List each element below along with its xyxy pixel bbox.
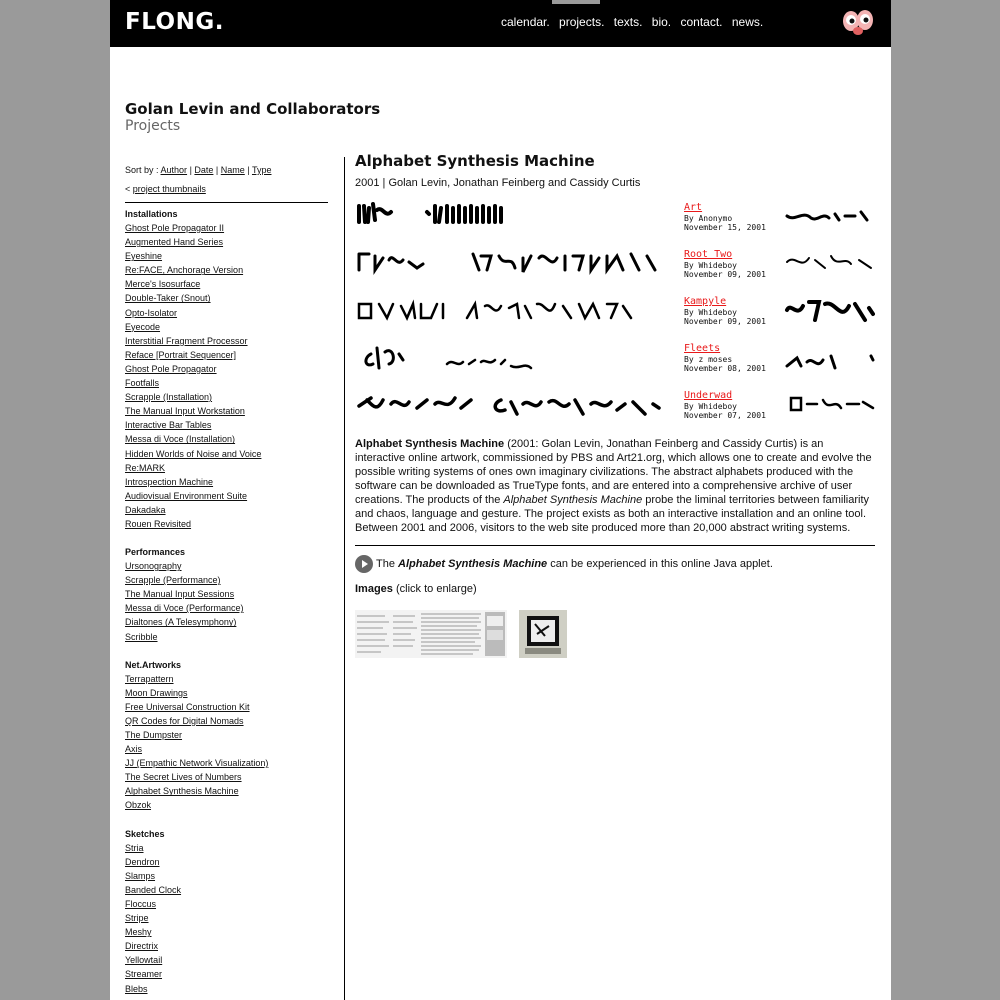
- project-title-link[interactable]: Alphabet Synthesis Machine: [355, 438, 505, 450]
- image-thumbnails: [355, 610, 875, 658]
- alphabet-name-link[interactable]: Underwad: [684, 390, 733, 401]
- project-link[interactable]: The Secret Lives of Numbers: [125, 772, 242, 783]
- images-label: Images: [355, 583, 393, 595]
- project-link[interactable]: Stria: [125, 842, 144, 853]
- alphabet-name-link[interactable]: Root Two: [684, 249, 733, 260]
- project-link[interactable]: Eyecode: [125, 321, 161, 332]
- alphabet-date: November 07, 2001: [684, 411, 766, 420]
- project-link[interactable]: Alphabet Synthesis Machine: [125, 786, 239, 797]
- project-link[interactable]: Ursonography: [125, 561, 182, 572]
- project-link[interactable]: Interstitial Fragment Processor: [125, 335, 248, 346]
- project-link[interactable]: Hidden Worlds of Noise and Voice: [125, 448, 262, 459]
- project-link[interactable]: Yellowtail: [125, 955, 163, 966]
- project-link[interactable]: Directrix: [125, 941, 158, 952]
- alphabet-entry: [684, 296, 766, 326]
- alphabet-name-link[interactable]: Kampyle: [684, 296, 727, 307]
- alphabet-entry: [684, 202, 766, 232]
- person-link-golan[interactable]: Golan Levin: [541, 438, 601, 450]
- alphabet-samples: [355, 198, 875, 433]
- section-heading: Performances: [125, 547, 186, 558]
- alphabet-entry: [684, 249, 766, 279]
- images-heading: [355, 582, 875, 596]
- applet-project-link[interactable]: Alphabet Synthesis Machine: [398, 558, 548, 570]
- project-link[interactable]: Banded Clock: [125, 884, 182, 895]
- project-link[interactable]: Messa di Voce (Installation): [125, 434, 236, 445]
- section-divider: [355, 545, 875, 546]
- project-link[interactable]: Dendron: [125, 856, 160, 867]
- person-link-jonathan[interactable]: Jonathan Feinberg: [606, 438, 699, 450]
- page-container: [110, 0, 891, 1000]
- java-applet-link[interactable]: this online Java applet: [660, 558, 770, 570]
- project-link[interactable]: Re:MARK: [125, 462, 166, 473]
- alphabet-entry: [684, 390, 766, 420]
- images-hint: (click to enlarge): [395, 583, 477, 595]
- eyes-icon[interactable]: [842, 9, 874, 37]
- nav-texts[interactable]: texts.: [613, 15, 643, 29]
- project-link[interactable]: Dakadaka: [125, 504, 166, 515]
- nav-news[interactable]: news.: [731, 15, 764, 29]
- project-link[interactable]: Double-Taker (Snout): [125, 293, 211, 304]
- desc-italic: Alphabet Synthesis Machine: [503, 494, 643, 506]
- top-bar: [110, 0, 891, 47]
- project-link[interactable]: The Manual Input Sessions: [125, 589, 235, 600]
- page-subtitle: Projects: [125, 118, 181, 134]
- project-link[interactable]: QR Codes for Digital Nomads: [125, 715, 244, 726]
- thumbnails-row: [125, 184, 328, 203]
- project-meta: 2001 | Golan Levin, Jonathan Feinberg and Cassidy Curtis: [355, 177, 641, 189]
- section-gap: [125, 813, 328, 827]
- screenshot-thumbnail[interactable]: [355, 610, 507, 658]
- project-link[interactable]: JJ (Empathic Network Visualization): [125, 758, 269, 769]
- project-link[interactable]: Axis: [125, 744, 143, 755]
- sort-controls: Sort by : Author | Date | Name | Type: [125, 165, 272, 175]
- project-link[interactable]: Merce's Isosurface: [125, 279, 201, 290]
- screenshot-preview-icon: [355, 610, 507, 658]
- project-link[interactable]: Eyeshine: [125, 251, 163, 262]
- project-link[interactable]: Floccus: [125, 898, 157, 909]
- project-link[interactable]: Re:FACE, Anchorage Version: [125, 265, 244, 276]
- project-link[interactable]: Audiovisual Environment Suite: [125, 490, 248, 501]
- desc-and: and: [701, 438, 720, 450]
- project-thumbnails-link[interactable]: project thumbnails: [132, 184, 206, 194]
- project-sidebar: [125, 165, 328, 996]
- project-link[interactable]: Reface [Portrait Sequencer]: [125, 349, 237, 360]
- nav-bio[interactable]: bio.: [651, 15, 672, 29]
- page-title: Golan Levin and Collaborators: [125, 100, 381, 118]
- desc-year: (2001:: [507, 438, 539, 450]
- desc-text-2: probe the liminal territories between familiarity and chaos, language and gesture. The project exists as both an interactive installation and an online tool. Between 2001 and 2006, visitors to the web site produced more than 20,000 abstract writing systems.: [355, 494, 870, 534]
- alphabet-date: November 09, 2001: [684, 317, 766, 326]
- alphabet-name-link[interactable]: Art: [684, 202, 703, 213]
- desc-comma: ,: [600, 438, 604, 450]
- alphabet-date: November 15, 2001: [684, 223, 766, 232]
- alphabet-author: By z moses: [684, 355, 733, 364]
- sort-date-link[interactable]: Date: [194, 165, 214, 175]
- sort-name-link[interactable]: Name: [220, 165, 245, 175]
- alphabet-name-link[interactable]: Fleets: [684, 343, 721, 354]
- project-link[interactable]: Rouen Revisited: [125, 518, 192, 529]
- section-gap: [125, 644, 328, 658]
- project-link[interactable]: Scribble: [125, 631, 158, 642]
- applet-text: [376, 557, 773, 571]
- project-link[interactable]: Interactive Bar Tables: [125, 420, 212, 431]
- project-link[interactable]: Opto-Isolator: [125, 307, 178, 318]
- project-link[interactable]: Dialtones (A Telesymphony): [125, 617, 237, 628]
- applet-pre: The: [376, 558, 395, 570]
- project-link[interactable]: Augmented Hand Series: [125, 237, 224, 248]
- glyph-samples-image: [355, 198, 875, 433]
- installation-preview-icon: [519, 610, 567, 658]
- alphabet-entry: [684, 343, 766, 373]
- project-description: [355, 437, 875, 535]
- project-link[interactable]: Ghost Pole Propagator: [125, 363, 217, 374]
- project-link[interactable]: Introspection Machine: [125, 476, 214, 487]
- alphabet-date: November 09, 2001: [684, 270, 766, 279]
- nav-contact[interactable]: contact.: [680, 15, 723, 29]
- project-link[interactable]: Ghost Pole Propagator II: [125, 223, 225, 233]
- sort-label: Sort by :: [125, 165, 159, 175]
- project-link[interactable]: Blebs: [125, 983, 148, 994]
- applet-end: .: [769, 558, 773, 570]
- project-link[interactable]: Scrapple (Performance): [125, 575, 221, 586]
- project-link[interactable]: Footfalls: [125, 378, 160, 389]
- alphabet-date: November 08, 2001: [684, 364, 766, 373]
- back-arrow: <: [125, 184, 131, 194]
- main-nav: [501, 15, 769, 29]
- person-link-cassidy[interactable]: Cassidy Curtis: [722, 438, 794, 450]
- applet-mid: can be experienced in: [550, 558, 658, 570]
- play-icon[interactable]: [355, 555, 373, 573]
- column-divider: [344, 157, 345, 1000]
- nav-calendar[interactable]: calendar.: [501, 15, 550, 29]
- project-link[interactable]: Obzok: [125, 800, 152, 811]
- top-tab-nub: [552, 0, 600, 4]
- sort-type-link[interactable]: Type: [251, 165, 272, 175]
- project-link[interactable]: Free Universal Construction Kit: [125, 701, 250, 712]
- desc-text-1: ) is an interactive online artwork, commissioned by PBS and Art21.org, which allows one to create and evolve the possible writing systems of ones own imaginary civilizations. The abstract alphabets produced with the software can be downloaded as TrueType fonts, and are entered into a comprehensive archive of user creations. The products of the: [355, 438, 872, 506]
- project-link[interactable]: Scrapple (Installation): [125, 392, 213, 403]
- nav-projects[interactable]: projects.: [559, 15, 605, 29]
- alphabet-author: By Whideboy: [684, 308, 737, 317]
- project-link[interactable]: The Manual Input Workstation: [125, 406, 245, 417]
- section-heading: Installations: [125, 209, 178, 219]
- project-link[interactable]: Stripe: [125, 913, 149, 924]
- project-link[interactable]: The Dumpster: [125, 730, 183, 740]
- project-link[interactable]: Streamer: [125, 969, 163, 980]
- installation-thumbnail[interactable]: [519, 610, 567, 658]
- section-gap: [125, 531, 328, 545]
- alphabet-author: By Whideboy: [684, 402, 737, 411]
- sort-author-link[interactable]: Author: [160, 165, 188, 175]
- applet-line: [355, 555, 875, 573]
- section-heading: Net.Artworks: [125, 659, 182, 670]
- site-logo[interactable]: FLONG.: [125, 9, 224, 35]
- alphabet-author: By Anonymo: [684, 214, 733, 223]
- project-link[interactable]: Moon Drawings: [125, 687, 188, 698]
- project-main: [355, 154, 875, 658]
- project-link[interactable]: Slamps: [125, 870, 156, 881]
- section-heading: Sketches: [125, 828, 165, 839]
- project-link[interactable]: Messa di Voce (Performance): [125, 603, 244, 614]
- project-sections: [125, 207, 328, 996]
- alphabet-author: By Whideboy: [684, 261, 737, 270]
- project-link[interactable]: Terrapattern: [125, 673, 174, 684]
- project-link[interactable]: Meshy: [125, 927, 152, 938]
- project-title: Alphabet Synthesis Machine: [355, 152, 595, 170]
